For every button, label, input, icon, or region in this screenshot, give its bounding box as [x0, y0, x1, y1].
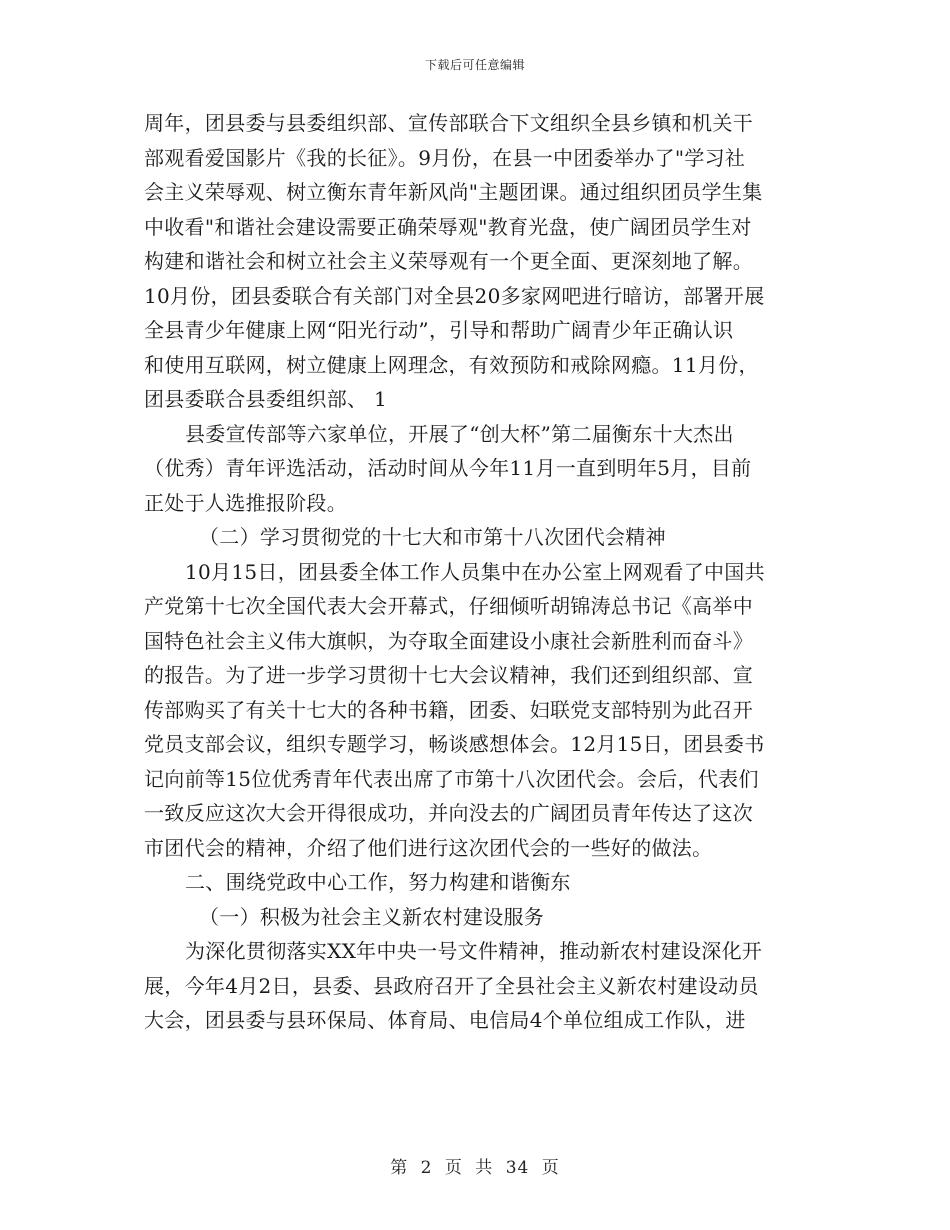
text-line: 产党第十七次全国代表大会开幕式，仔细倾听胡锦涛总书记《高举中: [144, 594, 753, 618]
page-unit: 页: [444, 1158, 463, 1178]
total-unit: 页: [541, 1158, 560, 1178]
page-header: 下载后可任意编辑: [424, 58, 525, 72]
text-line: 和使用互联网，树立健康上网理念，有效预防和戒除网瘾。11月份，: [144, 352, 759, 377]
text-line: 中收看"和谐社会建设需要正确荣辱观"教育光盘，使广阔团员学生对: [144, 214, 752, 239]
paragraph-start-line: 10月15日，团县委全体工作人员集中在办公室上网观看了中国共: [185, 559, 765, 584]
page-footer: [0, 1153, 950, 1178]
text-line: 周年，团县委与县委组织部、宣传部联合下文组织全县乡镇和机关干: [144, 111, 753, 135]
page-label: 第: [390, 1158, 409, 1178]
text-line: 10月份，团县委联合有关部门对全县20多家网吧进行暗访，部署开展: [144, 283, 765, 308]
text-line: 部观看爱国影片《我的长征》。9月份，在县一中团委举办了"学习社: [144, 145, 746, 170]
section-heading: （二）学习贯彻党的十七大和市第十八次团代会精神: [199, 525, 666, 549]
text-line: 团县委联合县委组织部、 1: [144, 387, 387, 411]
text-line: 展，今年4月2日，县委、县政府召开了全县社会主义新农村建设动员: [144, 973, 759, 998]
text-line: 传部购买了有关十七大的各种书籍，团委、妇联党支部特别为此召开: [144, 697, 753, 722]
paragraph-start-line: 为深化贯彻落实XX年中央一号文件精神，推动新农村建设深化开: [185, 939, 763, 963]
text-line: 全县青少年健康上网“阳光行动”，引导和帮助广阔青少年正确认识: [144, 318, 734, 342]
text-line: 大会，团县委与县环保局、体育局、电信局4个单位组成工作队，进: [144, 1008, 746, 1032]
section-heading: 二、围绕党政中心工作，努力构建和谐衡东: [185, 870, 571, 894]
document-body: [144, 106, 809, 1038]
total-label: 共: [475, 1158, 494, 1178]
text-line: 一致反应这次大会开得很成功，并向没去的广阔团员青年传达了这次: [144, 801, 753, 825]
text-line: 党员支部会议，组织专题学习，畅谈感想体会。12月15日，团县委书: [144, 732, 765, 756]
text-line: 正处于人选推报阶段。: [144, 490, 347, 515]
text-line: 的报告。为了进一步学习贯彻十七大会议精神，我们还到组织部、宣: [144, 663, 753, 687]
text-line: 会主义荣辱观、树立衡东青年新风尚"主题团课。通过组织团员学生集: [144, 180, 763, 204]
text-line: 构建和谐社会和树立社会主义荣辱观有一个更全面、更深刻地了解。: [144, 249, 753, 273]
text-line: 记向前等15位优秀青年代表出席了市第十八次团代会。会后，代表们: [144, 766, 759, 791]
text-line: 市团代会的精神，介绍了他们进行这次团代会的一些好的做法。: [144, 835, 713, 860]
page-number: 2: [420, 1158, 433, 1178]
text-line: 国特色社会主义伟大旗帜，为夺取全面建设小康社会新胜利而奋斗》: [144, 628, 753, 653]
text-line: （优秀）青年评选活动，活动时间从今年11月一直到明年5月，目前: [144, 456, 752, 480]
subsection-heading: （一）积极为社会主义新农村建设服务: [199, 904, 545, 929]
total-pages: 34: [505, 1158, 530, 1178]
paragraph-start-line: 县委宣传部等六家单位，开展了“创大杯”第二届衡东十大杰出: [185, 421, 734, 446]
